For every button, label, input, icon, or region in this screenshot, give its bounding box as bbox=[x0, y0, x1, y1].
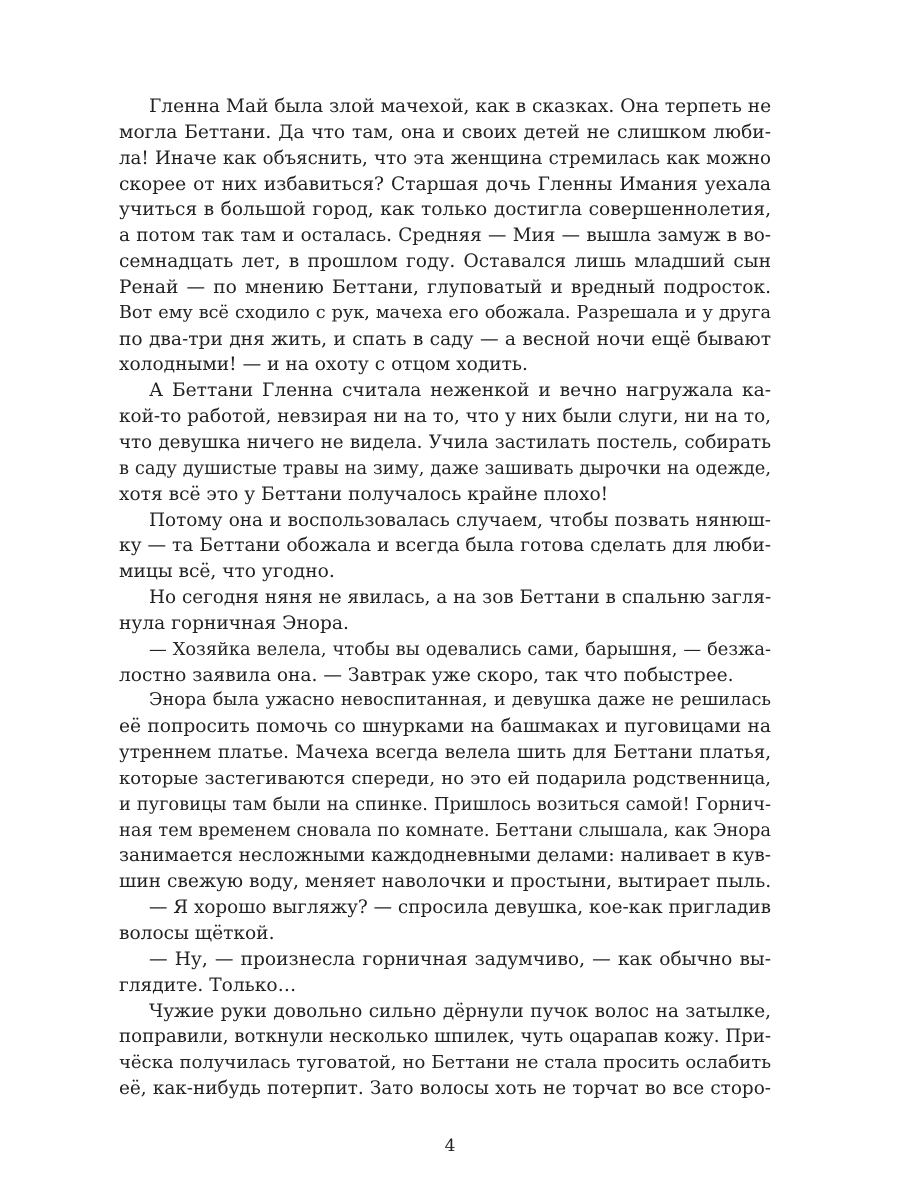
text-line: лостно заявила она. — Завтрак уже скоро, так что побыстрее. bbox=[119, 664, 734, 686]
text-line: что девушка ничего не видела. Учила застилать постель, собирать bbox=[119, 431, 771, 453]
text-line: мицы всё, что угодно. bbox=[119, 561, 335, 583]
text-line: Но сегодня няня не явилась, а на зов Беттани в спальню загля- bbox=[149, 587, 772, 609]
body-text bbox=[119, 94, 771, 1102]
text-line: ла! Иначе как объяснить, что эта женщина стремилась как можно bbox=[119, 147, 771, 169]
text-line: могла Беттани. Да что там, она и своих детей не слишком люби- bbox=[119, 121, 771, 143]
text-line: по два-три дня жить, и спать в саду — а весной ночи ещё бывают bbox=[119, 328, 771, 350]
text-line: Гленна Май была злой мачехой, как в сказках. Она терпеть не bbox=[149, 96, 772, 117]
text-line: кой-то работой, невзирая ни на то, что у них были слуги, ни на то, bbox=[119, 406, 771, 428]
text-line: Потому она и воспользовалась случаем, чтобы позвать нянюш- bbox=[149, 509, 771, 531]
text-line: занимается несложными каждодневными делами: наливает в кув- bbox=[119, 845, 771, 867]
text-line: холодными! — и на охоту с отцом ходить. bbox=[119, 354, 528, 376]
text-line: Вот ему всё сходило с рук, мачеха его обожала. Разрешала и у друга bbox=[119, 302, 771, 323]
text-line: А Беттани Гленна считала неженкой и вечно нагружала ка- bbox=[149, 380, 771, 402]
text-line: волосы щёткой. bbox=[119, 923, 275, 944]
text-line: глядите. Только… bbox=[119, 974, 297, 996]
text-line: и пуговицы там были на спинке. Пришлось возиться самой! Горнич- bbox=[119, 793, 771, 815]
text-line: Ренай — по мнению Беттани, глуповатый и вредный подросток. bbox=[119, 276, 771, 298]
text-line: — Я хорошо выгляжу? — спросила девушка, кое-как пригладив bbox=[149, 897, 771, 919]
text-line: нула горничная Энора. bbox=[119, 612, 349, 634]
text-line: Энора была ужасно невоспитанная, и девушка даже не решилась bbox=[149, 690, 771, 711]
text-line: утреннем платье. Мачеха всегда велела шить для Беттани платья, bbox=[119, 742, 771, 764]
text-line: поправили, воткнули несколько шпилек, чуть оцарапав кожу. При- bbox=[119, 1026, 772, 1048]
text-line: в саду душистые травы на зиму, даже зашивать дырочки на одежде, bbox=[119, 457, 771, 479]
text-line: её, как-нибудь потерпит. Зато волосы хоть не торчат во все сторо- bbox=[119, 1078, 771, 1100]
text-line: ку — та Беттани обожала и всегда была готова сделать для люби- bbox=[119, 535, 771, 557]
text-line: хотя всё это у Беттани получалось крайне плохо! bbox=[119, 483, 609, 505]
text-line: шин свежую воду, меняет наволочки и простыни, вытирает пыль. bbox=[119, 871, 772, 893]
text-line: ная тем временем сновала по комнате. Беттани слышала, как Энора bbox=[119, 819, 771, 841]
text-line: чёска получилась туговатой, но Беттани не стала просить ослабить bbox=[119, 1052, 771, 1074]
text-line: Чужие руки довольно сильно дёрнули пучок волос на затылке, bbox=[149, 1000, 771, 1022]
text-line: — Ну, — произнесла горничная задумчиво, — как обычно вы- bbox=[149, 948, 771, 970]
page-number: 4 bbox=[444, 1136, 456, 1156]
text-line: — Хозяйка велела, чтобы вы одевались сами, барышня, — безжа- bbox=[149, 638, 771, 660]
text-line: семнадцать лет, в прошлом году. Оставался лишь младший сын bbox=[119, 251, 771, 273]
text-line: которые застегиваются спереди, но это ей подарила родственница, bbox=[119, 767, 771, 789]
text-line: учиться в большой город, как только достигла совершеннолетия, bbox=[119, 199, 771, 221]
text-line: её попросить помочь со шнурками на башмаках и пуговицами на bbox=[119, 716, 771, 738]
text-line: а потом так там и осталась. Средняя — Мия — вышла замуж в во- bbox=[119, 225, 771, 247]
text-line: скорее от них избавиться? Старшая дочь Гленны Имания уехала bbox=[119, 173, 771, 195]
